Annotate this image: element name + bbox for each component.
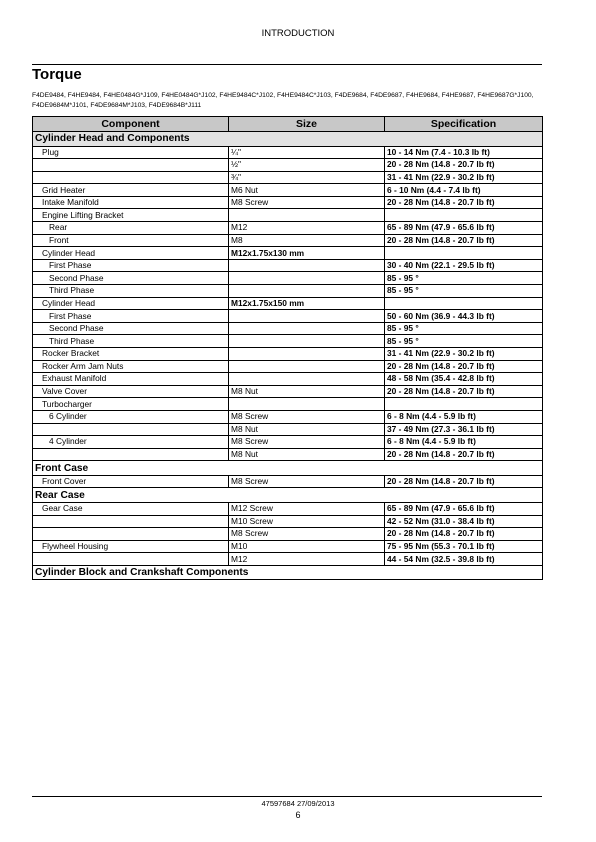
specification-cell: 6 - 10 Nm (4.4 - 7.4 lb ft)	[385, 184, 543, 197]
document-code: 47597684 27/09/2013	[261, 799, 335, 808]
table-row	[33, 146, 543, 159]
column-header-size: Size	[229, 117, 385, 132]
component-cell: Second Phase	[33, 272, 229, 285]
table-header-row	[33, 117, 543, 132]
size-cell	[229, 360, 385, 373]
table-row	[33, 259, 543, 272]
specification-cell: 20 - 28 Nm (14.8 - 20.7 lb ft)	[385, 159, 543, 172]
component-cell: Gear Case	[33, 502, 229, 515]
size-cell: M12 Screw	[229, 502, 385, 515]
table-row	[33, 502, 543, 515]
component-cell: Flywheel Housing	[33, 540, 229, 553]
column-header-specification: Specification	[385, 117, 543, 132]
component-cell	[33, 528, 229, 541]
specification-cell: 31 - 41 Nm (22.9 - 30.2 lb ft)	[385, 171, 543, 184]
specification-cell: 85 - 95 °	[385, 335, 543, 348]
specification-cell	[385, 247, 543, 260]
component-cell: Turbocharger	[33, 398, 229, 411]
table-row	[33, 247, 543, 260]
specification-cell: 20 - 28 Nm (14.8 - 20.7 lb ft)	[385, 448, 543, 461]
size-cell: M8 Screw	[229, 196, 385, 209]
component-cell	[33, 171, 229, 184]
table-row	[33, 171, 543, 184]
table-row	[33, 184, 543, 197]
specification-cell: 85 - 95 °	[385, 272, 543, 285]
section-title: Cylinder Head and Components	[33, 132, 543, 147]
table-row	[33, 310, 543, 323]
component-cell: Exhaust Manifold	[33, 373, 229, 386]
table-row	[33, 335, 543, 348]
table-row	[33, 553, 543, 566]
component-cell: Rear	[33, 222, 229, 235]
size-cell: M6 Nut	[229, 184, 385, 197]
component-cell: Grid Heater	[33, 184, 229, 197]
size-cell	[229, 310, 385, 323]
specification-cell: 42 - 52 Nm (31.0 - 38.4 lb ft)	[385, 515, 543, 528]
specification-cell: 50 - 60 Nm (36.9 - 44.3 lb ft)	[385, 310, 543, 323]
table-body	[33, 132, 543, 580]
size-cell: M8 Screw	[229, 475, 385, 488]
table-row	[33, 360, 543, 373]
section-row	[33, 565, 543, 580]
specification-cell: 20 - 28 Nm (14.8 - 20.7 lb ft)	[385, 475, 543, 488]
size-cell: ¼"	[229, 146, 385, 159]
specification-cell	[385, 297, 543, 310]
section-row	[33, 132, 543, 147]
specification-cell: 30 - 40 Nm (22.1 - 29.5 lb ft)	[385, 259, 543, 272]
component-cell	[33, 553, 229, 566]
size-cell: M10 Screw	[229, 515, 385, 528]
size-cell	[229, 259, 385, 272]
table-row	[33, 540, 543, 553]
component-cell: Front Cover	[33, 475, 229, 488]
size-cell: M8 Nut	[229, 385, 385, 398]
table-row	[33, 348, 543, 361]
table-row	[33, 515, 543, 528]
specification-cell: 20 - 28 Nm (14.8 - 20.7 lb ft)	[385, 360, 543, 373]
model-list: F4DE9484, F4HE9484, F4HE0484G*J109, F4HE0484G*J102, F4HE9484C*J102, F4HE9484C*J103, F4DE9684, F4DE9687, F4HE9684, F4HE9687, F4HE9687G*J100, F4DE9684M*J101, F4DE9684M*J103, F4DE9684B*J111	[32, 92, 534, 109]
size-cell	[229, 272, 385, 285]
size-cell: M8 Screw	[229, 436, 385, 449]
component-cell: First Phase	[33, 310, 229, 323]
specification-cell: 6 - 8 Nm (4.4 - 5.9 lb ft)	[385, 410, 543, 423]
specification-cell: 20 - 28 Nm (14.8 - 20.7 lb ft)	[385, 234, 543, 247]
component-cell: Third Phase	[33, 285, 229, 298]
table-row	[33, 297, 543, 310]
component-cell: Front	[33, 234, 229, 247]
section-title: Front Case	[33, 461, 543, 476]
size-cell	[229, 373, 385, 386]
table-row	[33, 272, 543, 285]
page-number: 6	[295, 810, 301, 820]
size-cell	[229, 285, 385, 298]
size-cell	[229, 335, 385, 348]
specification-cell: 6 - 8 Nm (4.4 - 5.9 lb ft)	[385, 436, 543, 449]
table-row	[33, 385, 543, 398]
component-cell: Cylinder Head	[33, 297, 229, 310]
size-cell: M8 Screw	[229, 528, 385, 541]
size-cell: M12	[229, 222, 385, 235]
table-row	[33, 448, 543, 461]
specification-cell	[385, 209, 543, 222]
size-cell: M8 Screw	[229, 410, 385, 423]
component-cell	[33, 448, 229, 461]
running-header: INTRODUCTION	[261, 28, 335, 39]
table-row	[33, 436, 543, 449]
table-row	[33, 373, 543, 386]
component-cell: 4 Cylinder	[33, 436, 229, 449]
specification-cell: 20 - 28 Nm (14.8 - 20.7 lb ft)	[385, 385, 543, 398]
specification-cell: 75 - 95 Nm (55.3 - 70.1 lb ft)	[385, 540, 543, 553]
size-cell: M10	[229, 540, 385, 553]
footer-rule	[32, 796, 542, 797]
component-cell: Engine Lifting Bracket	[33, 209, 229, 222]
component-cell: Intake Manifold	[33, 196, 229, 209]
specification-cell: 20 - 28 Nm (14.8 - 20.7 lb ft)	[385, 196, 543, 209]
size-cell: M8 Nut	[229, 423, 385, 436]
size-cell: ½"	[229, 159, 385, 172]
table-row	[33, 285, 543, 298]
size-cell	[229, 348, 385, 361]
size-cell: M8	[229, 234, 385, 247]
component-cell: Cylinder Head	[33, 247, 229, 260]
component-cell	[33, 423, 229, 436]
component-cell: Third Phase	[33, 335, 229, 348]
section-title: Rear Case	[33, 488, 543, 503]
specification-cell: 10 - 14 Nm (7.4 - 10.3 lb ft)	[385, 146, 543, 159]
table-row	[33, 222, 543, 235]
specification-cell: 85 - 95 °	[385, 285, 543, 298]
specification-cell: 44 - 54 Nm (32.5 - 39.8 lb ft)	[385, 553, 543, 566]
component-cell: Rocker Arm Jam Nuts	[33, 360, 229, 373]
size-cell: M12x1.75x150 mm	[229, 297, 385, 310]
specification-cell: 65 - 89 Nm (47.9 - 65.6 lb ft)	[385, 502, 543, 515]
table-row	[33, 209, 543, 222]
table-row	[33, 196, 543, 209]
specification-cell: 85 - 95 °	[385, 322, 543, 335]
size-cell: M8 Nut	[229, 448, 385, 461]
specification-cell: 31 - 41 Nm (22.9 - 30.2 lb ft)	[385, 348, 543, 361]
section-row	[33, 461, 543, 476]
component-cell	[33, 159, 229, 172]
size-cell	[229, 398, 385, 411]
section-title: Cylinder Block and Crankshaft Components	[33, 565, 543, 580]
specification-cell: 48 - 58 Nm (35.4 - 42.8 lb ft)	[385, 373, 543, 386]
size-cell	[229, 209, 385, 222]
table-row	[33, 410, 543, 423]
table-row	[33, 475, 543, 488]
component-cell: Valve Cover	[33, 385, 229, 398]
torque-table	[32, 116, 543, 580]
page-title: Torque	[32, 66, 82, 83]
table-row	[33, 159, 543, 172]
component-cell: Second Phase	[33, 322, 229, 335]
table-row	[33, 398, 543, 411]
component-cell	[33, 515, 229, 528]
table-row	[33, 423, 543, 436]
component-cell: Rocker Bracket	[33, 348, 229, 361]
table-row	[33, 322, 543, 335]
specification-cell: 20 - 28 Nm (14.8 - 20.7 lb ft)	[385, 528, 543, 541]
specification-cell: 37 - 49 Nm (27.3 - 36.1 lb ft)	[385, 423, 543, 436]
component-cell: Plug	[33, 146, 229, 159]
specification-cell	[385, 398, 543, 411]
size-cell: M12x1.75x130 mm	[229, 247, 385, 260]
size-cell	[229, 322, 385, 335]
header-rule	[32, 64, 542, 65]
size-cell: ¾"	[229, 171, 385, 184]
specification-cell: 65 - 89 Nm (47.9 - 65.6 lb ft)	[385, 222, 543, 235]
table-row	[33, 528, 543, 541]
size-cell: M12	[229, 553, 385, 566]
column-header-component: Component	[33, 117, 229, 132]
section-row	[33, 488, 543, 503]
component-cell: First Phase	[33, 259, 229, 272]
component-cell: 6 Cylinder	[33, 410, 229, 423]
table-row	[33, 234, 543, 247]
